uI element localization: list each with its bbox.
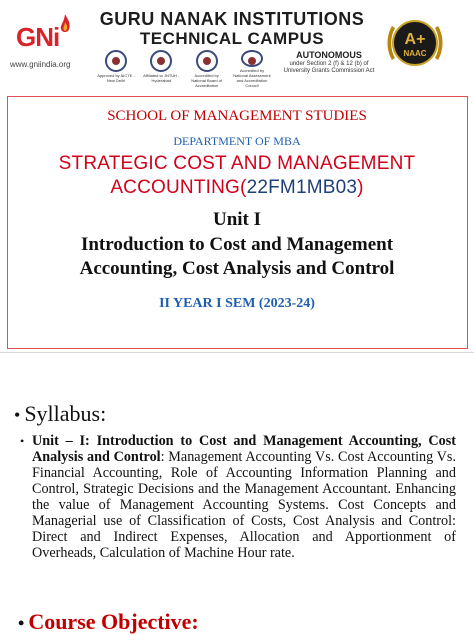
website-url: www.gniindia.org: [10, 60, 71, 69]
institution-line-2: TECHNICAL CAMPUS: [139, 29, 325, 48]
gni-logo-mark: GNi: [16, 22, 60, 52]
course-objective-heading-text: Course Objective:: [28, 609, 199, 634]
unit-topic-line-1: Introduction to Cost and Management: [80, 234, 394, 255]
naac-grade-emblem-icon: [384, 10, 446, 76]
accreditation-badges: [96, 50, 272, 88]
syllabus-heading-text: Syllabus:: [24, 401, 107, 426]
institution-line-1: GURU NANAK INSTITUTIONS: [99, 9, 365, 29]
course-objective-heading: [18, 609, 199, 635]
badge-caption: Accredited by National Board of Accreditation: [191, 73, 223, 88]
course-title-line-2: ACCOUNTING(22FM1MB03): [110, 177, 364, 198]
unit-topic-line-2: Accounting, Cost Analysis and Control: [79, 258, 395, 279]
badge-caption: Approved by AICTE - New Delhi: [97, 73, 135, 83]
year-semester: II YEAR I SEM (2023-24): [159, 296, 315, 311]
naac-seal-icon: [241, 50, 263, 67]
badge-caption: Affiliated to JNTUH - Hyderabad: [143, 73, 180, 83]
flame-icon: [58, 14, 72, 36]
naac-small-badge: [232, 50, 272, 88]
naac-grade: A+: [404, 31, 426, 48]
course-code: 22FM1MB03: [246, 177, 358, 198]
aicte-seal-icon: [105, 50, 127, 72]
autonomous-status: [278, 50, 380, 88]
badge-caption: Accredited by National Assessment and Accreditation Council: [233, 68, 271, 88]
autonomous-subtitle: under Section 2 (f) & 12 (b) of University Grants Commission Act: [283, 61, 375, 74]
nba-seal-icon: [196, 50, 218, 72]
jntuh-seal-icon: [150, 50, 172, 72]
school-name: SCHOOL OF MANAGEMENT STUDIES: [107, 108, 367, 124]
syllabus-unit-title: Unit – I: Introduction to Cost and Management Accounting, Cost Analysis and Control: [32, 433, 456, 465]
bullet-icon: •: [20, 434, 25, 448]
course-title-line-1: STRATEGIC COST AND MANAGEMENT: [58, 153, 416, 174]
institution-name: [82, 9, 382, 48]
course-title: [0, 152, 474, 200]
bullet-icon: •: [14, 405, 21, 425]
syllabus-heading: [14, 401, 106, 427]
autonomous-title: AUTONOMOUS: [296, 50, 362, 60]
syllabus-slide: [0, 352, 474, 633]
aicte-badge: [96, 50, 136, 88]
jntuh-badge: [141, 50, 181, 88]
unit-title: Unit I: [212, 209, 262, 230]
unit-topic: [0, 233, 474, 281]
course-title-line-2-text: ACCOUNTING: [110, 177, 241, 198]
bullet-icon: •: [18, 613, 25, 633]
syllabus-unit-content: : Management Accounting Vs. Cost Accounting Vs. Financial Accounting, Role of Accounting Information Planning and Control, Strategic Decisions and the Management Accountant. Enhancing the value of Management Accounting Systems. Cost Concepts and Managerial use of Classification of Costs, Cost Analysis and Control: Direct and Indirect Expenses, Allocation and Apportionment of Overheads, Calculation of Machine Hour rate.: [32, 449, 456, 561]
gni-logo: [8, 8, 80, 78]
syllabus-unit-text: [32, 433, 456, 561]
naac-label: NAAC: [403, 49, 427, 58]
department-name: DEPARTMENT OF MBA: [173, 134, 301, 148]
nba-badge: [187, 50, 227, 88]
syllabus-unit-item: [20, 433, 456, 561]
